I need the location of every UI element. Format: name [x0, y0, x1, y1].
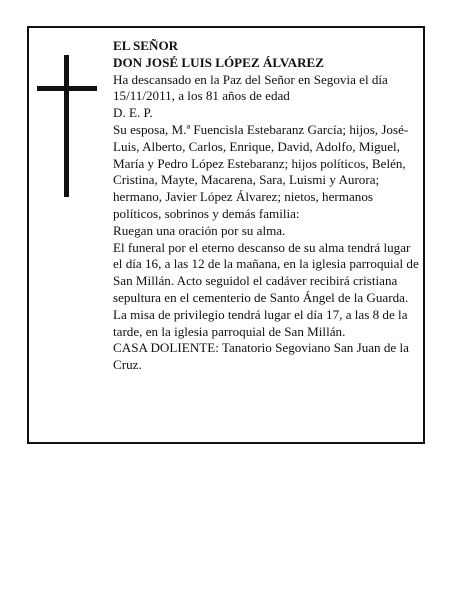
- rest-in-peace: D. E. P.: [113, 105, 153, 121]
- obituary-text: [113, 38, 423, 374]
- notice-title: EL SEÑOR: [113, 38, 179, 53]
- passing-line: Ha descansado en la Paz del Señor en Segovia el día: [113, 71, 388, 87]
- family-list: Su esposa, M.ª Fuencisla Estebaranz García; hijos, José-Luis, Alberto, Carlos, Enrique, David, Adolfo, Miguel, María y Pedro López Estebaranz; hijos políticos, Belén, Cristina, Mayte, Macarena, Sara, Luismi y Aurora; hermano, Javier López Álvarez; nietos, hermanos políticos, sobrinos y demás familia:: [113, 121, 409, 221]
- cross-horizontal-bar: [37, 86, 97, 91]
- prayer-request: Ruegan una oración por su alma.: [113, 222, 286, 238]
- cross-vertical-bar: [64, 55, 69, 197]
- date-age-line: 15/11/2011, a los 81 años de edad: [113, 88, 290, 104]
- mourning-house: CASA DOLIENTE: Tanatorio Segoviano San Juan de la Cruz.: [113, 340, 409, 373]
- funeral-details: El funeral por el eterno descanso de su alma tendrá lugar el día 16, a las 12 de la mañana, en la iglesia parroquial de San Millán. Acto seguidol el cadáver recibirá cristiana sepultura en el cementerio de Santo Ángel de la Guarda. La misa de privilegio tendrá lugar el día 17, a las 8 de la tarde, en la iglesia parroquial de San Millán.: [113, 239, 419, 339]
- deceased-name: DON JOSÉ LUIS LÓPEZ ÁLVAREZ: [113, 54, 325, 70]
- cross-icon: [37, 55, 97, 197]
